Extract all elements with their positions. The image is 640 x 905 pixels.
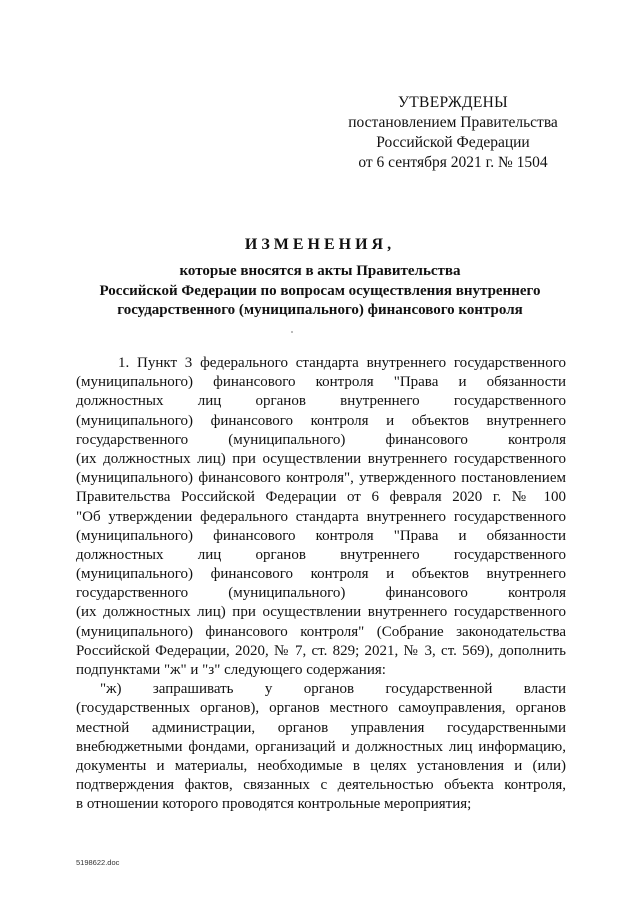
approval-heading: УТВЕРЖДЕНЫ bbox=[398, 94, 508, 111]
body-line: (муниципального) финансового контроля" (Собрание законодательства bbox=[76, 623, 566, 640]
approval-line-1: постановлением Правительства bbox=[348, 114, 558, 131]
body-line: Правительства Российской Федерации от 6 февраля 2020 г. № 100 bbox=[76, 489, 566, 506]
body-line: (их должностных лиц) при осуществлении внутреннего государственного bbox=[76, 604, 566, 621]
body-line: (муниципального) финансового контроля", утвержденного постановлением bbox=[76, 470, 566, 487]
body-line: подпунктами "ж" и "з" следующего содержания: bbox=[76, 662, 386, 678]
document-title: ИЗМЕНЕНИЯ, bbox=[244, 236, 396, 253]
body-line: государственного (муниципального) финансового контроля bbox=[76, 431, 566, 448]
body-line: 1. Пункт 3 федерального стандарта внутреннего государственного bbox=[118, 355, 566, 371]
body-line: должностных лиц органов внутреннего государственного bbox=[76, 546, 566, 563]
body-line: должностных лиц органов внутреннего государственного bbox=[76, 393, 566, 410]
approval-line-3: от 6 сентября 2021 г. № 1504 bbox=[358, 154, 548, 171]
body-line: местной администрации, органов управления государственными bbox=[76, 719, 566, 736]
body-line: (муниципального) финансового контроля и объектов внутреннего bbox=[76, 412, 566, 429]
body-line: (муниципального) финансового контроля "Права и обязанности bbox=[76, 527, 566, 544]
body-line: подтверждения фактов, связанных с деятельностью объекта контроля, bbox=[76, 777, 566, 794]
document-subtitle bbox=[60, 262, 580, 321]
body-line: (муниципального) финансового контроля "Права и обязанности bbox=[76, 374, 566, 391]
body-line: "Об утверждении федерального стандарта внутреннего государственного bbox=[76, 508, 566, 525]
file-name-footer: 5198622.doc bbox=[76, 858, 120, 867]
body-line: государственного (муниципального) финансового контроля bbox=[76, 585, 566, 602]
approval-stamp bbox=[338, 93, 568, 173]
body-line: (государственных органов), органов местного самоуправления, органов bbox=[76, 700, 566, 717]
body-line: в отношении которого проводятся контрольные мероприятия; bbox=[76, 796, 472, 813]
body-line: (муниципального) финансового контроля и объектов внутреннего bbox=[76, 566, 566, 583]
body-line: документы и материалы, необходимые в целях установления и (или) bbox=[76, 757, 566, 774]
body-line: (их должностных лиц) при осуществлении внутреннего государственного bbox=[76, 450, 566, 467]
subtitle-line-3: государственного (муниципального) финансового контроля bbox=[117, 302, 523, 318]
subtitle-line-1: которые вносятся в акты Правительства bbox=[179, 263, 461, 279]
body-line: "ж) запрашивать у органов государственной власти bbox=[100, 681, 566, 698]
subtitle-line-2: Российской Федерации по вопросам осуществления внутреннего bbox=[99, 282, 541, 299]
body-line: внебюджетными фондами, организаций и должностных лиц информацию, bbox=[76, 738, 566, 755]
scan-dot bbox=[291, 331, 293, 333]
body-text bbox=[76, 354, 566, 815]
approval-line-2: Российской Федерации bbox=[376, 134, 530, 151]
body-line: Российской Федерации, 2020, № 7, ст. 829; 2021, № 3, ст. 569), дополнить bbox=[76, 642, 566, 659]
